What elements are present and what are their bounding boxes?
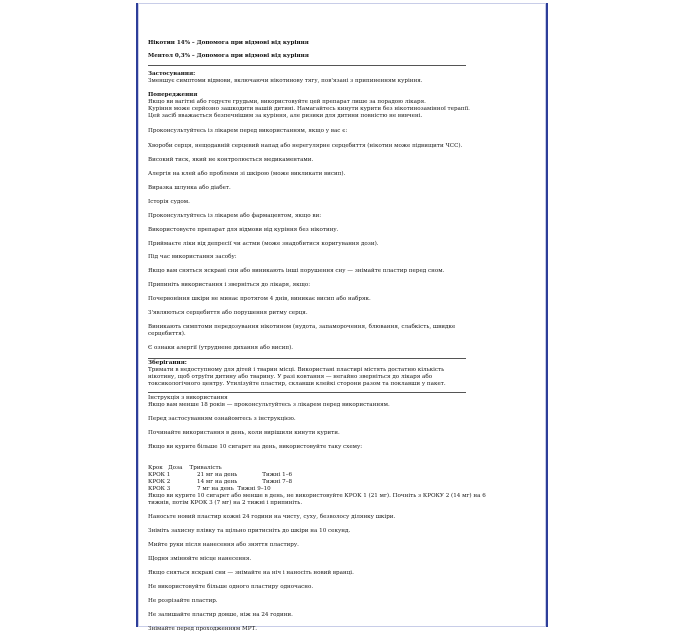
warning-line-1: Якщо ви вагітні або годуєте грудьми, використовуйте цей препарат лише за порадою лікаря. [148,99,426,105]
consult-item-ulcer: Виразка шлунка або діабет. [148,185,231,191]
instructions-start: Починайте використання в день, коли вирішили кинути курити. [148,430,340,436]
apply-dreams: Якщо сняться яскраві сни — знімайте на ніч і наносіть новий вранці. [148,570,354,576]
stop-item-allergy: Є ознаки алергії (утруднене дихання або висип). [148,345,294,351]
usage-heading: Застосування: [148,71,196,77]
warnings-heading: Попередження [148,92,198,98]
during-use-dreams: Якщо вам сняться яскраві сни або виникають інші порушення сну — знімайте пластир перед сном. [148,268,445,274]
consult-pharmacist-heading: Проконсультуйтесь із лікарем або фармацевтом, якщо ви: [148,213,322,219]
document-page [136,3,548,632]
instructions-read: Перед застосуванням ознайомтесь з інструкцією. [148,416,296,422]
instructions-scheme: Якщо ви курите більше 10 сигарет на день, використовуйте таку схему: [148,444,363,450]
dose-note-2: тижнів, потім КРОК 3 (7 мг) на 2 тижні і припиніть. [148,500,303,506]
storage-heading: Зберігання: [148,360,187,366]
consult-item-medication: Приймаєте ліки від депресії чи астми (може знадобитися коригування дози). [148,241,379,247]
dose-table-header: Крок Доза Тривалість [148,465,222,471]
consult-item-non-nicotine: Використовуєте препарат для відмови від куріння без нікотину. [148,227,339,233]
apply-no-cut: Не розрізайте пластир. [148,598,218,604]
warning-line-2: Куріння може серйозно зашкодити вашій дитині. Намагайтесь кинути курити без нікотинозамінної терапії. [148,106,470,112]
apply-mri: Знімайте перед проходженням МРТ. [148,626,257,632]
storage-line-1: Тримати в недоступному для дітей і тварин місці. Використані пластирі містять достатню кількість [148,367,445,373]
storage-line-3: токсикологічного центру. Утилізуйте пластир, склавши клейкі сторони разом та поклавши у пакет. [148,381,446,387]
dose-note-1: Якщо ви курите 10 сигарет або менше в день, не використовуйте КРОК 1 (21 мг). Почніть з КРОКУ 2 (14 мг) на 6 [148,493,486,499]
instructions-age: Якщо вам менше 18 років — проконсультуйтесь з лікарем перед використанням. [148,402,390,408]
consult-doctor-heading: Проконсультуйтесь із лікарем перед використанням, якщо у вас є: [148,128,348,134]
during-use-heading: Під час використання засобу: [148,254,237,260]
dose-table-row-3: КРОК 3 7 мг на день Тижні 9–10 [148,486,271,492]
stop-item-redness: Почервоніння шкіри не минає протягом 4 днів, виникає висип або набряк. [148,296,371,302]
stop-use-heading: Припиніть використання і зверніться до лікаря, якщо: [148,282,311,288]
consult-item-allergy: Алергія на клей або проблеми зі шкірою (може викликати висип). [148,171,346,177]
consult-item-seizures: Історія судом. [148,199,190,205]
stop-item-overdose-1: Виникають симптоми передозування нікотином (нудота, запаморочення, блювання, слабкість, швидке [148,324,456,330]
apply-wash-hands: Мийте руки після нанесення або зняття пластиру. [148,542,299,548]
apply-max-24h: Не залишайте пластир довше, ніж на 24 години. [148,612,293,618]
consult-item-pressure: Високий тиск, який не контролюється медикаментами. [148,157,314,163]
storage-line-2: нікотину, щоб отруїти дитину або тварину. У разі ковтання — негайно зверніться до лікаря або [148,374,433,380]
divider [148,65,466,66]
divider [148,358,466,359]
divider [148,392,466,393]
stop-item-heartbeat: З'являються серцебиття або порушення ритму серця. [148,310,308,316]
apply-every-24h: Наносьте новий пластир кожні 24 години на чисту, суху, безволосу ділянку шкіри. [148,514,396,520]
instructions-heading: Інструкція з використання [148,395,228,401]
consult-item-heart: Хвороби серця, нещодавній серцевий напад або нерегулярне серцебиття (нікотин може підвищити ЧСС). [148,143,463,149]
stop-item-overdose-2: серцебиття). [148,331,186,337]
usage-text: Зменшує симптоми відмови, включаючи нікотинову тягу, пов'язані з припиненням куріння. [148,78,423,84]
apply-press: Зніміть захисну плівку та щільно притисніть до шкіри на 10 секунд. [148,528,351,534]
dose-table-row-2: КРОК 2 14 мг на день Тижні 7–8 [148,479,293,485]
warning-line-3: Цей засіб вважається безпечнішим за куріння, але ризики для дитини повністю не вивчені. [148,113,423,119]
dose-table-row-1: КРОК 1 21 мг на день Тижні 1–6 [148,472,293,478]
title-nicotine: Нікотин 14% – Допомога при відмові від куріння [148,40,309,46]
title-menthol: Ментол 0,3% – Допомога при відмові від куріння [148,53,309,59]
apply-change-site: Щодня змінюйте місце нанесення. [148,556,252,562]
apply-one-patch: Не використовуйте більше одного пластиру одночасно. [148,584,314,590]
